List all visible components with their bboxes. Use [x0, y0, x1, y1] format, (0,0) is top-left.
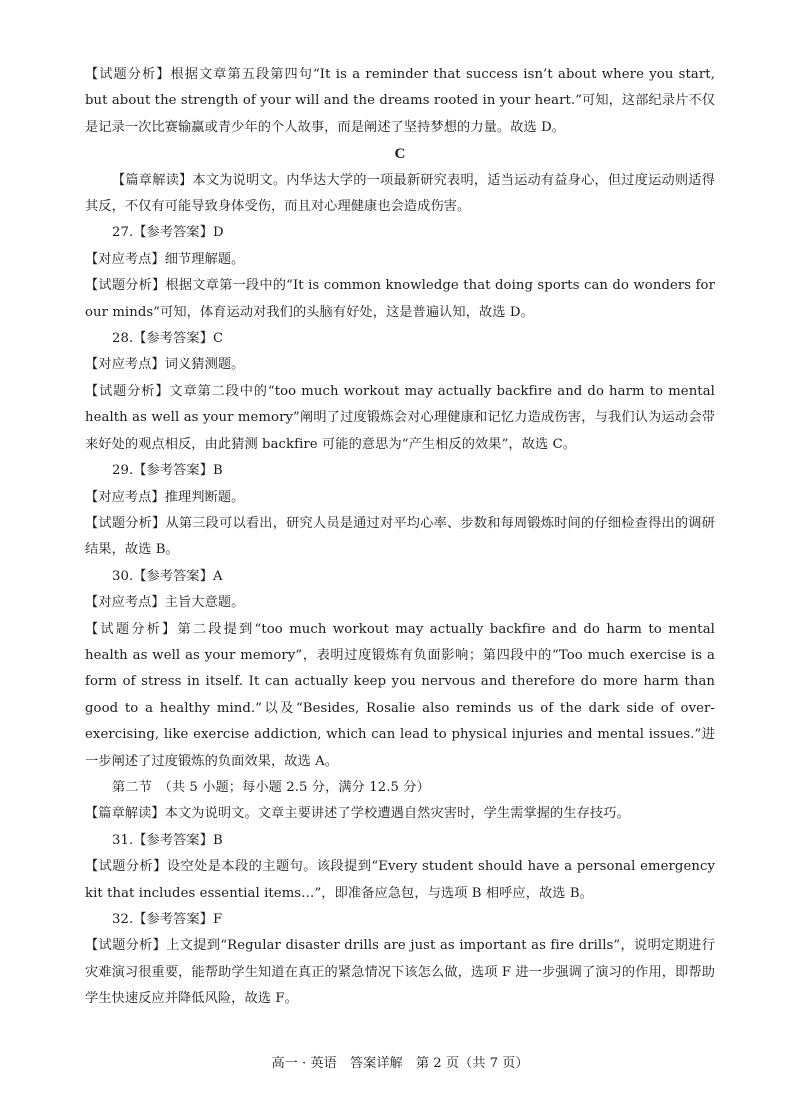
section-heading-c: C: [394, 146, 406, 163]
analysis-29: 【试题分析】从第三段可以看出，研究人员是通过对平均心率、步数和每周锻炼时间的仔细检查得出的调研结果，故选 B。: [85, 515, 715, 558]
analysis-28: 【试题分析】文章第二段中的“too much workout may actually backfire and do harm to mental health as well as your memory”阐明了过度锻炼会对心理健康和记忆力造成伤害，与我们认为运动会带来好处的观点相反，由此猜测 backfire 可能的意思为“产生相反的效果”，故选 C。: [85, 383, 715, 452]
passage-overview-section-two: 【篇章解读】本文为说明文。文章主要讲述了学校遭遇自然灾害时，学生需掌握的生存技巧。: [85, 806, 630, 822]
page-content: [85, 62, 715, 1013]
skill-29: 【对应考点】推理判断题。: [85, 489, 245, 505]
skill-27: 【对应考点】细节理解题。: [85, 251, 245, 267]
analysis-30: 【试题分析】第二段提到“too much workout may actually backfire and do harm to mental health as well as your memory”，表明过度锻炼有负面影响；第四段中的“Too much exercise is a form of stress in itself. It can actually keep you nervous and therefore do more harm than good to a healthy mind.”以及“Besides, Rosalie also reminds us of the dark side of over-exercising, like exercise addiction, which can lead to physical injuries and mental issues.”进一步阐述了过度锻炼的负面效果，故选 A。: [85, 621, 715, 769]
passage-overview-c: 【篇章解读】本文为说明文。内华达大学的一项最新研究表明，适当运动有益身心，但过度运动则适得其反，不仅有可能导致身体受伤，而且对心理健康也会造成伤害。: [85, 172, 715, 215]
skill-28: 【对应考点】词义猜测题。: [85, 357, 245, 373]
answer-31: 31.【参考答案】B: [112, 832, 223, 848]
analysis-27: 【试题分析】根据文章第一段中的“It is common knowledge that doing sports can do wonders for our minds”可知，体育运动对我们的头脑有好处，这是普遍认知，故选 D。: [85, 278, 715, 320]
analysis-paragraph-d: 【试题分析】根据文章第五段第四句“It is a reminder that success isn’t about where you start, but about the strength of your will and the dreams rooted in your heart.”可知，这部纪录片不仅是记录一次比赛输赢或青少年的个人故事，而是阐述了坚持梦想的力量。故选 D。: [85, 67, 715, 135]
analysis-32: 【试题分析】上文提到“Regular disaster drills are just as important as fire drills”，说明定期进行灾难演习很重要，能帮助学生知道在真正的紧急情况下该怎么做，选项 F 进一步强调了演习的作用，即帮助学生快速反应并降低风险，故选 F。: [85, 938, 715, 1007]
answer-27: 27.【参考答案】D: [112, 225, 224, 241]
page-footer: 高一 · 英语 答案详解 第 2 页（共 7 页）: [271, 1056, 529, 1071]
answer-29: 29.【参考答案】B: [112, 463, 223, 479]
skill-30: 【对应考点】主旨大意题。: [85, 595, 245, 611]
answer-32: 32.【参考答案】F: [112, 912, 223, 927]
analysis-31: 【试题分析】设空处是本段的主题句。该段提到“Every student should have a personal emergency kit that includes essential items…”，即准备应急包，与选项 B 相呼应，故选 B。: [85, 859, 715, 901]
answer-30: 30.【参考答案】A: [112, 568, 223, 584]
section-two-heading: 第二节 （共 5 小题；每小题 2.5 分，满分 12.5 分）: [112, 779, 430, 795]
answer-28: 28.【参考答案】C: [112, 331, 224, 347]
